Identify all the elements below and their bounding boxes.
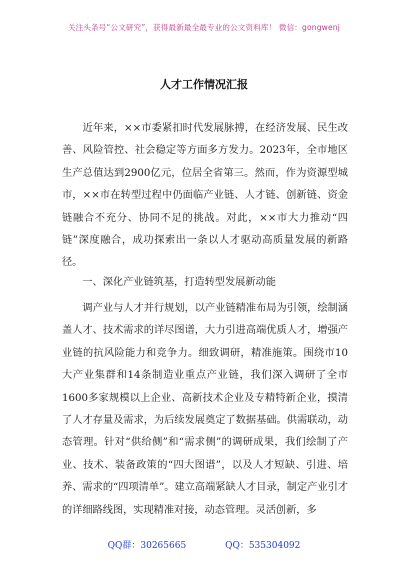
body-paragraph-industry-chain: 调产业与人才并行规划，以产业链精准布局为引领，绘制涵盖人才、技术需求的详尽图谱，大力引进高端优质人才，增强产业链的抗风险能力和竞争力。细致调研，精准施策。围绕市10大产业集群和14条制造业重点产业链，我们深入调研了全市1600多家规模以上企业、高新技术企业及专精特新企业，摸清了人才存量及需求，为后续发展奠定了数据基础。供需联动，动态管理。针对“供给侧”和“需求侧”的调研成果，我们绘制了产业、技术、装备政策的“四大图谱”，以及人才短缺、引进、培养、需求的“四项清单”。建立高端紧缺人才目录，制定产业引才的详细路线图，实现精准对接，动态管理。灵活创新，多 [62, 303, 348, 516]
footer-qq: QQ：535304092 [225, 541, 301, 551]
document-title: 人才工作情况汇报 [160, 78, 248, 91]
promo-banner: 关注头条号“公文研究”，获得最新最全最专业的公文资料库！ 微信：gongwenj [67, 23, 341, 32]
footer-qq-group: QQ群：30265665 [107, 541, 187, 551]
body-paragraph-intro: 近年来，××市委紧扣时代发展脉搏，在经济发展、民生改善、风险管控、社会稳定等方面多方发力。2023年，全市地区生产总值达到2900亿元，位居全省第三。然而，作为资源型城市，××市在转型过程中仍面临产业链、人才链、创新链、资金链融合不充分、协同不足的挑战。对此，××市大力推动“四链”深度融合，成功探索出一条以人才驱动高质量发展的新路径。 [62, 123, 348, 269]
section-heading-1: 一、深化产业链筑基，打造转型发展新动能 [62, 277, 276, 288]
footer-contact [0, 538, 408, 551]
